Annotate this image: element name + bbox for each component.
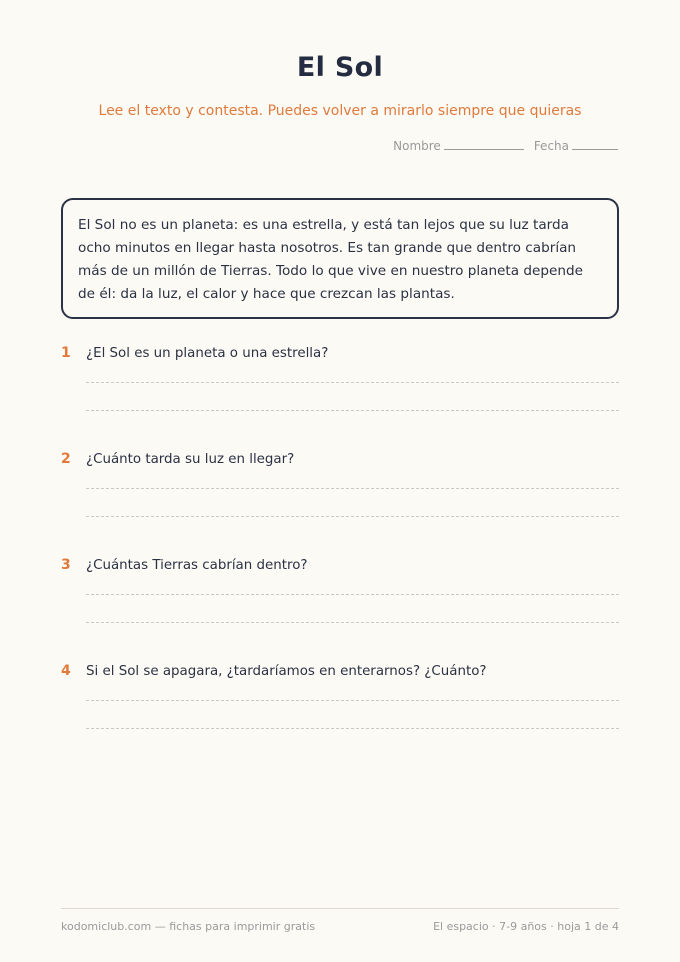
reading-passage-text: El Sol no es un planeta: es una estrella, y está tan lejos que su luz tarda ocho minutos en llegar hasta nosotros. Es tan grande que dentro cabrían más de un millón de Tierras. Todo lo que vive en nuestro planeta depende de él: da la luz, el calor y hace que crezcan las plantas. bbox=[78, 217, 583, 302]
name-date-fields bbox=[393, 139, 618, 153]
question-2 bbox=[61, 451, 619, 467]
answer-line[interactable] bbox=[86, 594, 619, 595]
question-text: ¿Cuántas Tierras cabrían dentro? bbox=[86, 558, 308, 573]
date-label: Fecha bbox=[533, 139, 569, 153]
footer-sheet-info: El espacio · 7-9 años · hoja 1 de 4 bbox=[433, 920, 619, 933]
name-label: Nombre bbox=[393, 139, 441, 153]
footer-divider bbox=[61, 908, 619, 909]
question-4 bbox=[61, 663, 619, 679]
question-number: 4 bbox=[61, 663, 71, 679]
reading-passage-box bbox=[61, 198, 619, 319]
question-number: 2 bbox=[61, 451, 71, 467]
question-text: ¿El Sol es un planeta o una estrella? bbox=[86, 346, 329, 361]
answer-line[interactable] bbox=[86, 410, 619, 411]
answer-line[interactable] bbox=[86, 700, 619, 701]
answer-line[interactable] bbox=[86, 516, 619, 517]
answer-line[interactable] bbox=[86, 728, 619, 729]
answer-line[interactable] bbox=[86, 622, 619, 623]
name-blank-line[interactable] bbox=[444, 149, 524, 150]
footer-site-link[interactable]: kodomiclub.com — fichas para imprimir gratis bbox=[61, 920, 316, 933]
question-1 bbox=[61, 345, 619, 361]
question-number: 1 bbox=[61, 345, 71, 361]
question-number: 3 bbox=[61, 557, 71, 573]
instructions-subtitle: Lee el texto y contesta. Puedes volver a mirarlo siempre que quieras bbox=[98, 103, 582, 119]
date-blank-line[interactable] bbox=[572, 149, 618, 150]
answer-line[interactable] bbox=[86, 382, 619, 383]
answer-line[interactable] bbox=[86, 488, 619, 489]
question-3 bbox=[61, 557, 619, 573]
question-text: ¿Cuánto tarda su luz en llegar? bbox=[86, 452, 295, 467]
question-text: Si el Sol se apagara, ¿tardaríamos en enterarnos? ¿Cuánto? bbox=[86, 664, 487, 679]
page-title: El Sol bbox=[296, 52, 384, 83]
